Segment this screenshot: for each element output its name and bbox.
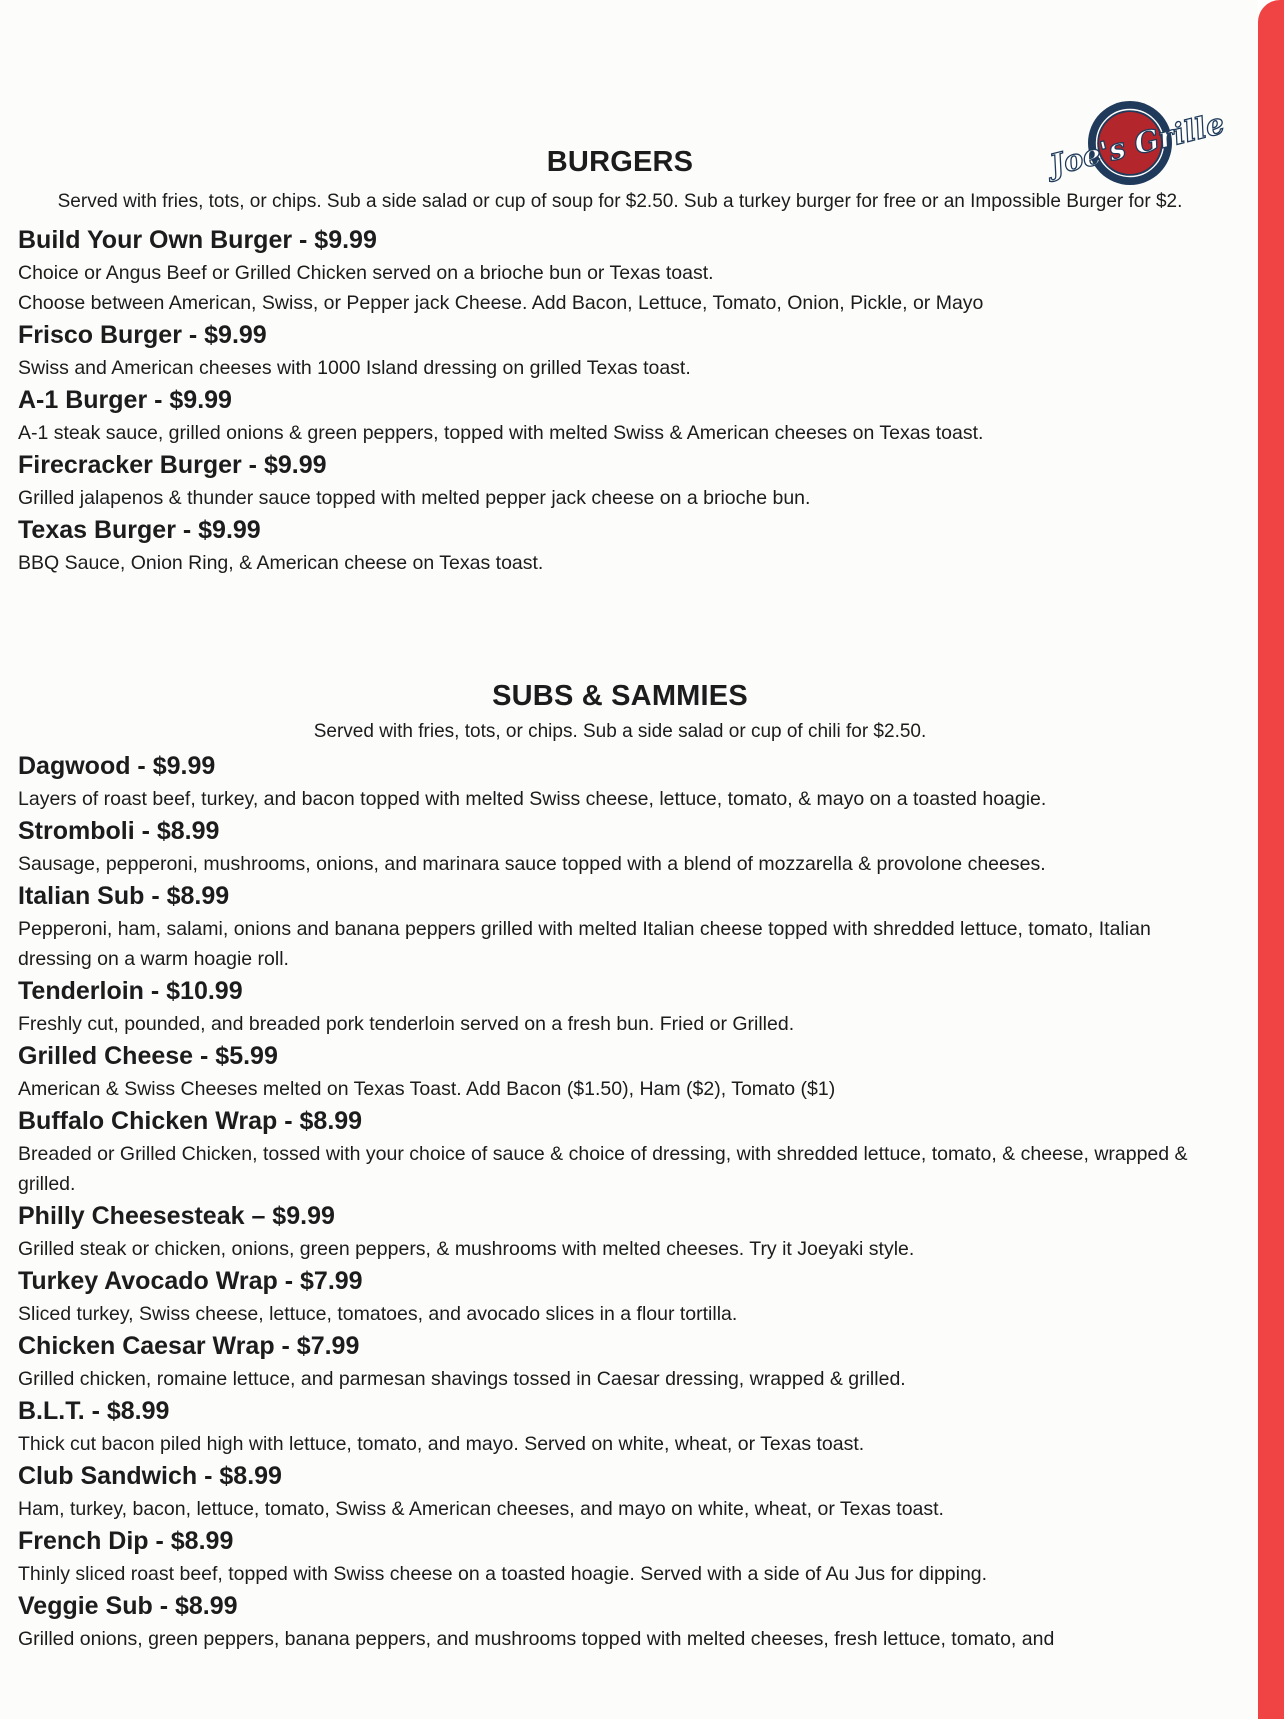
item-description: A-1 steak sauce, grilled onions & green peppers, topped with melted Swiss & American cheeses on Texas toast. [18, 422, 984, 444]
menu-item [18, 1264, 1226, 1329]
item-description: Choice or Angus Beef or Grilled Chicken served on a brioche bun or Texas toast. [18, 262, 714, 284]
item-description: Swiss and American cheeses with 1000 Island dressing on grilled Texas toast. [18, 357, 691, 379]
menu-item [18, 749, 1226, 814]
item-name: Firecracker Burger - $9.99 [18, 451, 327, 479]
item-name: Grilled Cheese - $5.99 [18, 1042, 278, 1070]
menu-item [18, 383, 1226, 448]
menu-item [18, 1329, 1226, 1394]
item-name: A-1 Burger - $9.99 [18, 386, 232, 414]
menu-item [18, 814, 1226, 879]
menu-item [18, 1589, 1226, 1654]
menu-item [18, 974, 1226, 1039]
item-name: Turkey Avocado Wrap - $7.99 [18, 1267, 363, 1295]
item-description: Layers of roast beef, turkey, and bacon topped with melted Swiss cheese, lettuce, tomato, & mayo on a toasted hoagie. [18, 788, 1047, 810]
menu-item [18, 1039, 1226, 1104]
menu-item [18, 1199, 1226, 1264]
menu-item [18, 879, 1226, 974]
item-name: Stromboli - $8.99 [18, 817, 220, 845]
section-title: BURGERS [546, 146, 694, 178]
item-description: Sausage, pepperoni, mushrooms, onions, and marinara sauce topped with a blend of mozzarella & provolone cheeses. [18, 853, 1046, 875]
item-name: Buffalo Chicken Wrap - $8.99 [18, 1107, 363, 1135]
item-description: Breaded or Grilled Chicken, tossed with your choice of sauce & choice of dressing, with shredded lettuce, tomato, & cheese, wrapped & grilled. [18, 1143, 1188, 1195]
item-description: Grilled jalapenos & thunder sauce topped with melted pepper jack cheese on a brioche bun. [18, 487, 811, 509]
menu-item [18, 318, 1226, 383]
item-description: Ham, turkey, bacon, lettuce, tomato, Swiss & American cheeses, and mayo on white, wheat, or Texas toast. [18, 1498, 944, 1520]
item-description: Thick cut bacon piled high with lettuce, tomato, and mayo. Served on white, wheat, or Texas toast. [18, 1433, 865, 1455]
menu-item [18, 1104, 1226, 1199]
section-note: Served with fries, tots, or chips. Sub a side salad or cup of chili for $2.50. [313, 721, 927, 742]
item-description-extra: Choose between American, Swiss, or Pepper jack Cheese. Add Bacon, Lettuce, Tomato, Onion, Pickle, or Mayo [18, 292, 984, 314]
menu-item [18, 1524, 1226, 1589]
subs-section [0, 680, 1240, 1654]
item-description: Freshly cut, pounded, and breaded pork tenderloin served on a fresh bun. Fried or Grilled. [18, 1013, 795, 1035]
item-name: French Dip - $8.99 [18, 1527, 234, 1555]
item-description: Grilled chicken, romaine lettuce, and parmesan shavings tossed in Caesar dressing, wrapped & grilled. [18, 1368, 906, 1390]
logo-script-text: Joe's Grille [1046, 106, 1228, 183]
item-name: Chicken Caesar Wrap - $7.99 [18, 1332, 360, 1360]
item-description: BBQ Sauce, Onion Ring, & American cheese on Texas toast. [18, 552, 544, 574]
menu-item [18, 1459, 1226, 1524]
burgers-section [0, 146, 1240, 578]
item-description: American & Swiss Cheeses melted on Texas Toast. Add Bacon ($1.50), Ham ($2), Tomato ($1) [18, 1078, 836, 1100]
menu-item [18, 513, 1226, 578]
item-name: Club Sandwich - $8.99 [18, 1462, 282, 1490]
menu-item [18, 223, 1226, 318]
item-description: Grilled steak or chicken, onions, green peppers, & mushrooms with melted cheeses. Try it Joeyaki style. [18, 1238, 915, 1260]
item-description: Sliced turkey, Swiss cheese, lettuce, tomatoes, and avocado slices in a flour tortilla. [18, 1303, 738, 1325]
item-name: Texas Burger - $9.99 [18, 516, 261, 544]
item-name: Philly Cheesesteak – $9.99 [18, 1202, 335, 1230]
menu-item [18, 448, 1226, 513]
edge-strip [1258, 0, 1284, 1719]
item-name: Veggie Sub - $8.99 [18, 1592, 238, 1620]
section-note: Served with fries, tots, or chips. Sub a side salad or cup of soup for $2.50. Sub a turkey burger for free or an Impossible Burger for $2. [57, 191, 1183, 212]
item-name: Frisco Burger - $9.99 [18, 321, 267, 349]
item-description: Pepperoni, ham, salami, onions and banana peppers grilled with melted Italian cheese topped with shredded lettuce, tomato, Italian dressing on a warm hoagie roll. [18, 918, 1151, 970]
menu-item [18, 1394, 1226, 1459]
item-description: Thinly sliced roast beef, topped with Swiss cheese on a toasted hoagie. Served with a side of Au Jus for dipping. [18, 1563, 988, 1585]
item-name: B.L.T. - $8.99 [18, 1397, 170, 1425]
item-description: Grilled onions, green peppers, banana peppers, and mushrooms topped with melted cheeses, fresh lettuce, tomato, and [18, 1628, 1055, 1650]
item-name: Tenderloin - $10.99 [18, 977, 243, 1005]
item-name: Dagwood - $9.99 [18, 752, 216, 780]
item-name: Build Your Own Burger - $9.99 [18, 226, 377, 254]
section-title: SUBS & SAMMIES [492, 680, 748, 712]
item-name: Italian Sub - $8.99 [18, 882, 230, 910]
